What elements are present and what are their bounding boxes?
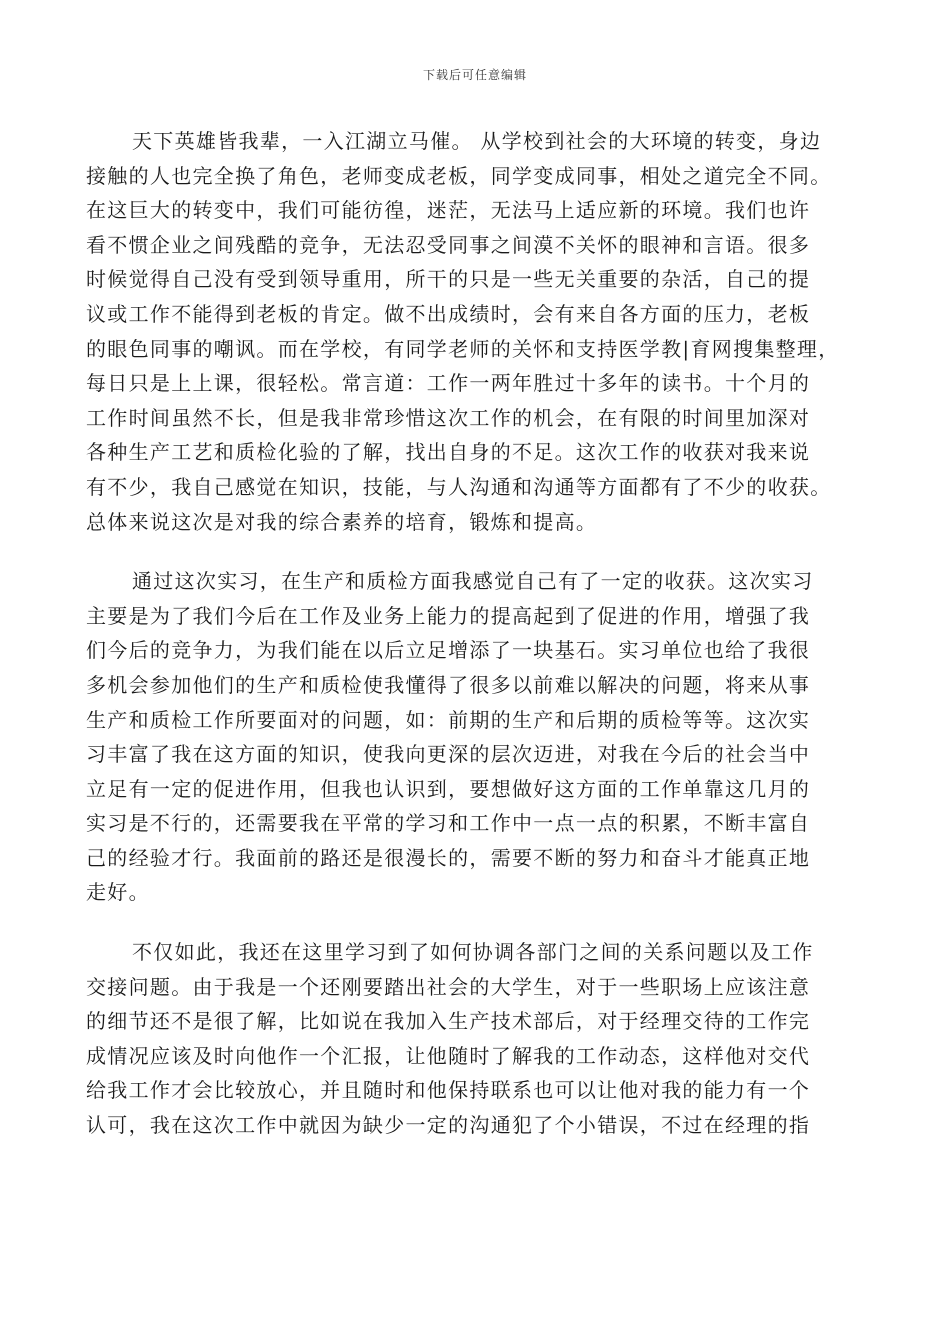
paragraph-line: 总体来说这次是对我的综合素养的培育，锻炼和提高。 bbox=[86, 509, 598, 534]
paragraph-line: 的眼色同事的嘲讽。而在学校，有同学老师的关怀和支持医学教|育网搜集整理， bbox=[86, 336, 840, 361]
paragraph-line: 主要是为了我们今后在工作及业务上能力的提高起到了促进的作用，增强了我 bbox=[86, 603, 811, 628]
paragraph-line: 多机会参加他们的生产和质检使我懂得了很多以前难以解决的问题，将来从事 bbox=[86, 672, 811, 697]
paragraph-2 bbox=[86, 564, 876, 910]
paragraph-line: 认可，我在这次工作中就因为缺少一定的沟通犯了个小错误，不过在经理的指 bbox=[86, 1113, 811, 1138]
paragraph-line: 交接问题。由于我是一个还刚要踏出社会的大学生，对于一些职场上应该注意 bbox=[86, 974, 811, 999]
paragraph-1 bbox=[86, 124, 876, 539]
paragraph-spacer bbox=[86, 910, 876, 935]
paragraph-line: 天下英雄皆我辈，一入江湖立马催。 从学校到社会的大环境的转变，身边 bbox=[132, 129, 822, 153]
paragraph-line: 各种生产工艺和质检化验的了解，找出自身的不足。这次工作的收获对我来说 bbox=[86, 440, 811, 465]
paragraph-3 bbox=[86, 935, 876, 1143]
paragraph-line: 不仅如此，我还在这里学习到了如何协调各部门之间的关系问题以及工作 bbox=[132, 940, 814, 965]
paragraph-line: 己的经验才行。我面前的路还是很漫长的，需要不断的努力和奋斗才能真正地 bbox=[86, 845, 811, 870]
paragraph-line: 立足有一定的促进作用，但我也认识到，要想做好这方面的工作单靠这几月的 bbox=[86, 776, 811, 801]
paragraph-line: 走好。 bbox=[86, 880, 150, 905]
paragraph-line: 习丰富了我在这方面的知识，使我向更深的层次迈进，对我在今后的社会当中 bbox=[86, 742, 811, 767]
paragraph-line: 时候觉得自己没有受到领导重用，所干的只是一些无关重要的杂活，自己的提 bbox=[86, 267, 811, 292]
paragraph-line: 看不惯企业之间残酷的竞争，无法忍受同事之间漠不关怀的眼神和言语。很多 bbox=[86, 232, 811, 257]
document-body bbox=[86, 124, 876, 1143]
paragraph-line: 通过这次实习，在生产和质检方面我感觉自己有了一定的收获。这次实习 bbox=[132, 569, 814, 594]
paragraph-line: 接触的人也完全换了角色，老师变成老板，同学变成同事，相处之道完全不同。 bbox=[86, 163, 832, 188]
paragraph-line: 们今后的竞争力，为我们能在以后立足增添了一块基石。实习单位也给了我很 bbox=[86, 638, 811, 663]
page-header: 下载后可任意编辑 bbox=[422, 68, 527, 82]
paragraph-line: 每日只是上上课，很轻松。常言道：工作一两年胜过十多年的读书。十个月的 bbox=[86, 371, 811, 396]
paragraph-spacer bbox=[86, 539, 876, 564]
paragraph-line: 议或工作不能得到老板的肯定。做不出成绩时，会有来自各方面的压力，老板 bbox=[86, 301, 811, 326]
paragraph-line: 的细节还不是很了解，比如说在我加入生产技术部后，对于经理交待的工作完 bbox=[86, 1009, 811, 1034]
paragraph-line: 成情况应该及时向他作一个汇报，让他随时了解我的工作动态，这样他对交代 bbox=[86, 1043, 811, 1068]
paragraph-line: 在这巨大的转变中，我们可能彷徨，迷茫，无法马上适应新的环境。我们也许 bbox=[86, 198, 811, 223]
paragraph-line: 生产和质检工作所要面对的问题，如：前期的生产和后期的质检等等。这次实 bbox=[86, 707, 811, 732]
paragraph-line: 给我工作才会比较放心，并且随时和他保持联系也可以让他对我的能力有一个 bbox=[86, 1078, 811, 1103]
paragraph-line: 有不少，我自己感觉在知识，技能，与人沟通和沟通等方面都有了不少的收获。 bbox=[86, 474, 832, 499]
paragraph-line: 工作时间虽然不长，但是我非常珍惜这次工作的机会，在有限的时间里加深对 bbox=[86, 405, 811, 430]
paragraph-line: 实习是不行的，还需要我在平常的学习和工作中一点一点的积累，不断丰富自 bbox=[86, 811, 811, 836]
